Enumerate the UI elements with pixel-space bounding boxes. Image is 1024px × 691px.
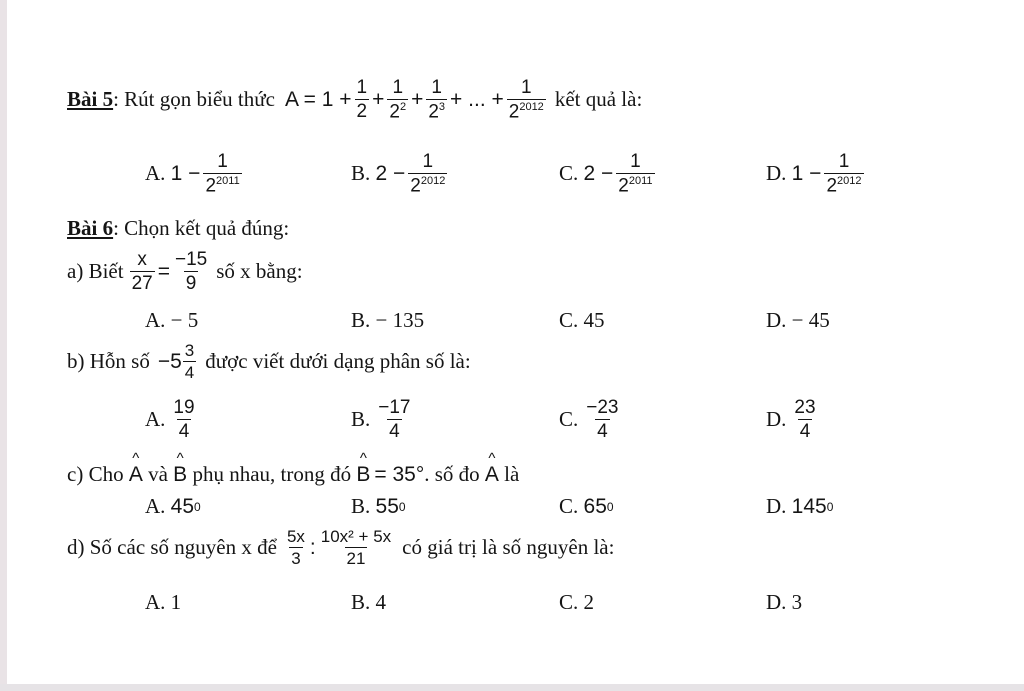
bai6-d-option-d: D. 3 [766, 590, 803, 614]
mixed-number-fraction: $\frac{3}{4}$ [184, 341, 195, 382]
bai5-option-b: B. 2 − $\frac{1}{2^{2012}}$ [351, 151, 446, 197]
bai5-expr-lhs: A = 1 + [284, 87, 352, 111]
ellipsis: + ... + [450, 87, 504, 111]
bai5-option-d: D. 1 − $\frac{1}{2^{2012}}$ [766, 151, 862, 197]
bai6-c-option-c: C. 65 0 [559, 494, 614, 518]
bai6-d-option-a: A. 1 [145, 590, 182, 614]
bai6-c-question: c) Cho ^ A và ^ B phụ nhau, trong đó ^ B = 35° . số đo ^ A là [67, 462, 519, 487]
poly-over-21-fraction: $\frac{\text{10x² + 5x}}{21}$ [320, 527, 392, 568]
bai6-c-option-d: D. 145 0 [766, 494, 834, 518]
bai5-text: : Rút gọn biểu thức [113, 87, 275, 112]
angle-b-eq-hat: ^ B [356, 463, 370, 487]
bai6-label: Bài 6 [67, 216, 114, 240]
bai5-frac-3: $\frac{1}{2^3}$ [428, 77, 446, 123]
bai6-d-question: d) Số các số nguyên x để $\frac{5x}{3}$ : $\frac{\text{10x² + 5x}}{21}$ có giá trị là số nguyên là: [67, 527, 615, 568]
bai6-b-option-c: C. $\frac{-23}{4}$ [559, 397, 619, 442]
bai5-tail: kết quả là: [554, 87, 643, 112]
bai6-d-option-b: B. 4 [351, 590, 387, 614]
plus-sign: + [411, 87, 424, 111]
document-page [7, 0, 1024, 684]
bottom-border [0, 684, 1024, 691]
bai5-frac-1: $\frac{1}{2}$ [356, 77, 368, 123]
x-over-27-fraction: $\frac{x}{27}$ [131, 249, 153, 294]
bai6-title-text: : Chọn kết quả đúng: [113, 216, 290, 240]
neg15-over-9-fraction: $\frac{-15}{9}$ [174, 249, 208, 294]
bai6-d-option-c: C. 2 [559, 590, 595, 614]
bai6-a-option-d: D. − 45 [766, 308, 830, 332]
bai6-b-option-a: A. $\frac{19}{4}$ [145, 397, 195, 442]
bai6-a-question: a) Biết $\frac{x}{27}$ = $\frac{-15}{9}$ số x bằng: [67, 249, 303, 294]
mixed-number-int: −5 [157, 349, 182, 373]
bai5-frac-last: $\frac{1}{2^{2012}}$ [508, 77, 544, 123]
bai5-label: Bài 5 [67, 87, 114, 112]
bai6-c-option-b: B. 55 0 [351, 494, 406, 518]
bai6-a-option-c: C. 45 [559, 308, 605, 332]
bai6-b-option-d: D. $\frac{23}{4}$ [766, 397, 816, 442]
angle-b-hat: ^ B [173, 463, 187, 487]
angle-a-hat: ^ A [129, 463, 143, 487]
bai6-b-option-b: B. $\frac{-17}{4}$ [351, 397, 411, 442]
bai5-option-a: A. 1 − $\frac{1}{2^{2011}}$ [145, 151, 240, 197]
angle-a2-hat: ^ A [485, 463, 499, 487]
bai6-a-option-b: B. − 135 [351, 308, 425, 332]
bai6-b-question: b) Hỗn số −5 $\frac{3}{4}$ được viết dưới dạng phân số là: [67, 341, 471, 382]
plus-sign: + [372, 87, 385, 111]
bai6-a-option-a: A. − 5 [145, 308, 199, 332]
5x-over-3-fraction: $\frac{5x}{3}$ [286, 527, 305, 568]
bai6-title [67, 216, 289, 241]
bai5-option-c: C. 2 − $\frac{1}{2^{2011}}$ [559, 151, 653, 197]
bai5-question [67, 78, 642, 121]
bai5-frac-2: $\frac{1}{2^2}$ [389, 77, 407, 123]
bai6-c-option-a: A. 45 0 [145, 494, 201, 518]
